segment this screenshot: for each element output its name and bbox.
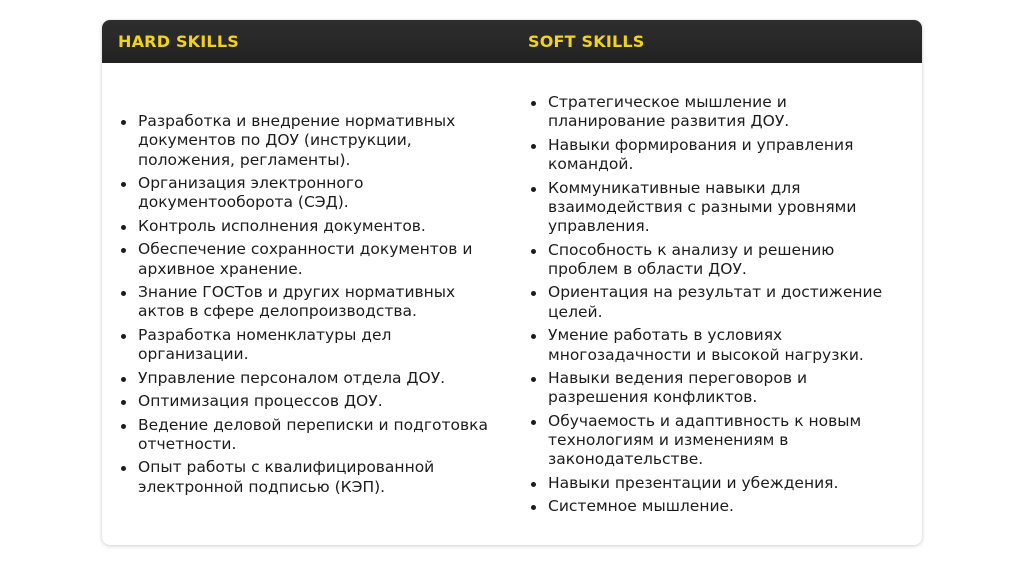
bullet-icon (531, 101, 536, 106)
list-item (528, 283, 900, 322)
list-item (118, 217, 490, 236)
list-item (528, 326, 900, 365)
soft-skills-heading: SOFT SKILLS (528, 32, 645, 51)
list-item-text: Ведение деловой переписки и подготовка отчетности. (138, 415, 488, 453)
list-item-text: Умение работать в условиях многозадачности и высокой нагрузки. (548, 326, 864, 364)
list-item (528, 241, 900, 280)
list-item (528, 412, 900, 470)
bullet-icon (531, 291, 536, 296)
list-item-text: Коммуникативные навыки для взаимодействия с разными уровнями управления. (548, 178, 857, 236)
bullet-icon (121, 120, 126, 125)
list-item-text: Навыки презентации и убеждения. (548, 473, 839, 492)
list-item-text: Знание ГОСТов и других нормативных актов в сфере делопроизводства. (138, 283, 456, 321)
list-item-text: Разработка и внедрение нормативных документов по ДОУ (инструкции, положения, регламенты). (138, 112, 456, 169)
list-item-text: Обеспечение сохранности документов и архивное хранение. (138, 240, 473, 278)
hard-skills-column (118, 112, 490, 501)
list-item-text: Оптимизация процессов ДОУ. (138, 392, 383, 411)
bullet-icon (531, 249, 536, 254)
list-item-text: Контроль исполнения документов. (138, 216, 426, 235)
list-item-text: Навыки формирования и управления командой. (548, 135, 854, 174)
list-item (118, 392, 490, 411)
list-item (118, 283, 490, 322)
skills-table (102, 20, 922, 545)
list-item-text: Обучаемость и адаптивность к новым технологиям и изменениям в законодательстве. (548, 411, 862, 469)
list-item (528, 93, 900, 132)
list-item (528, 136, 900, 175)
list-item-text: Способность к анализу и решению проблем в области ДОУ. (548, 240, 835, 278)
bullet-icon (121, 248, 126, 253)
list-item (528, 497, 900, 516)
list-item-text: Организация электронного документооборота (СЭД). (138, 174, 364, 212)
bullet-icon (121, 225, 126, 230)
list-item (118, 240, 490, 279)
list-item (528, 369, 900, 408)
hard-skills-list (118, 112, 490, 497)
bullet-icon (531, 377, 536, 382)
bullet-icon (121, 400, 126, 405)
bullet-icon (121, 291, 126, 296)
table-header (102, 20, 922, 63)
bullet-icon (121, 466, 126, 471)
list-item-text: Системное мышление. (548, 497, 734, 516)
hard-skills-heading: HARD SKILLS (118, 32, 239, 51)
list-item-text: Стратегическое мышление и планирование развития ДОУ. (548, 93, 790, 131)
bullet-icon (531, 505, 536, 510)
list-item (528, 179, 900, 237)
bullet-icon (531, 420, 536, 425)
list-item (118, 369, 490, 388)
list-item (118, 112, 490, 170)
bullet-icon (531, 144, 536, 149)
bullet-icon (121, 334, 126, 339)
list-item-text: Ориентация на результат и достижение целей. (548, 283, 883, 321)
list-item-text: Навыки ведения переговоров и разрешения конфликтов. (548, 368, 808, 407)
list-item (118, 326, 490, 365)
bullet-icon (121, 182, 126, 187)
list-item (118, 174, 490, 213)
bullet-icon (121, 424, 126, 429)
bullet-icon (531, 482, 536, 487)
list-item-text: Управление персоналом отдела ДОУ. (138, 368, 446, 387)
list-item-text: Разработка номенклатуры дел организации. (138, 325, 392, 364)
soft-skills-column (528, 93, 900, 521)
bullet-icon (531, 334, 536, 339)
bullet-icon (121, 377, 126, 382)
list-item (118, 458, 490, 497)
list-item (118, 416, 490, 455)
bullet-icon (531, 187, 536, 192)
list-item-text: Опыт работы с квалифицированной электронной подписью (КЭП). (138, 458, 435, 496)
list-item (528, 474, 900, 493)
soft-skills-list (528, 93, 900, 517)
